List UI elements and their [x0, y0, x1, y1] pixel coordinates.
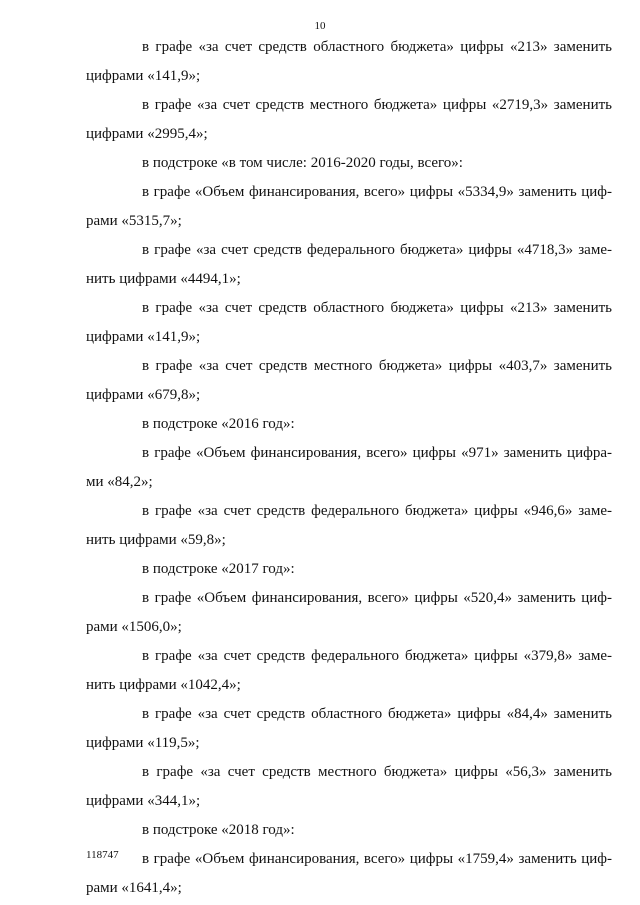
text-line: рами «1506,0»; [86, 619, 182, 635]
subsection-heading: в подстроке «2017 год»: [142, 561, 295, 577]
text-line: цифрами «344,1»; [86, 793, 201, 809]
document-code: 118747 [86, 849, 119, 861]
text-line: ми «84,2»; [86, 474, 153, 490]
text-line: в графе «за счет средств местного бюджета» цифры «56,3» заменить [142, 764, 612, 780]
text-line: в графе «Объем финансирования, всего» цифры «1759,4» заменить циф- [142, 851, 612, 867]
subsection-heading: в подстроке «2016 год»: [142, 416, 295, 432]
text-line: нить цифрами «4494,1»; [86, 271, 241, 287]
page-number: 10 [314, 20, 326, 32]
subsection-heading: в подстроке «2018 год»: [142, 822, 295, 838]
text-line: в графе «Объем финансирования, всего» цифры «5334,9» заменить циф- [142, 184, 612, 200]
text-line: цифрами «679,8»; [86, 387, 201, 403]
text-line: в графе «Объем финансирования, всего» цифры «971» заменить цифра- [142, 445, 612, 461]
text-line: в графе «за счет средств областного бюджета» цифры «213» заменить [142, 300, 612, 316]
text-line: цифрами «141,9»; [86, 329, 201, 345]
text-line: в графе «за счет средств федерального бюджета» цифры «379,8» заме- [142, 648, 612, 664]
text-line: цифрами «141,9»; [86, 68, 201, 84]
text-line: цифрами «2995,4»; [86, 126, 208, 142]
text-line: цифрами «119,5»; [86, 735, 200, 751]
text-line: в графе «за счет средств областного бюджета» цифры «84,4» заменить [142, 706, 612, 722]
text-line: в графе «Объем финансирования, всего» цифры «520,4» заменить циф- [142, 590, 612, 606]
text-line: в графе «за счет средств местного бюджета» цифры «2719,3» заменить [142, 97, 612, 113]
text-line: рами «1641,4»; [86, 880, 182, 896]
text-line: в графе «за счет средств федерального бюджета» цифры «4718,3» заме- [142, 242, 612, 258]
text-line: нить цифрами «1042,4»; [86, 677, 241, 693]
document-body [86, 33, 612, 903]
subsection-heading: в подстроке «в том числе: 2016-2020 годы, всего»: [142, 155, 463, 171]
text-line: рами «5315,7»; [86, 213, 182, 229]
text-line: в графе «за счет средств федерального бюджета» цифры «946,6» заме- [142, 503, 612, 519]
text-line: нить цифрами «59,8»; [86, 532, 226, 548]
text-line: в графе «за счет средств местного бюджета» цифры «403,7» заменить [142, 358, 612, 374]
text-line: в графе «за счет средств областного бюджета» цифры «213» заменить [142, 39, 612, 55]
